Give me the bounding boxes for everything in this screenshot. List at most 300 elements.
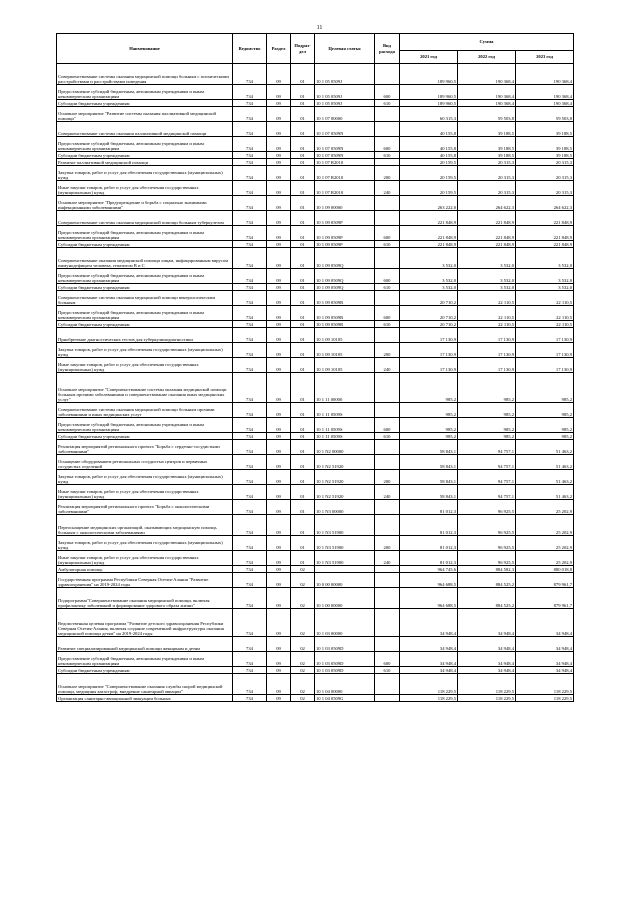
cell-expense-type: 200 — [375, 470, 400, 485]
cell-sum-2022: 221 848,9 — [458, 226, 516, 241]
cell-sum-2023: 34 948,4 — [516, 652, 574, 667]
cell-sum-2022: 94 757,1 — [458, 485, 516, 500]
cell-name: Субсидии бюджетным учреждениям — [57, 241, 233, 248]
cell-section: 09 — [267, 181, 291, 196]
cell-subsection: 02 — [291, 674, 315, 695]
cell-name: Субсидии бюджетным учреждениям — [57, 100, 233, 107]
cell-name: Подпрограмма"Совершенствование оказания медицинской помощи, включая профилактику заболеваний и формирование здорового образа жизни" — [57, 588, 233, 609]
cell-ministry: 734 — [233, 667, 267, 674]
cell-section: 09 — [267, 515, 291, 536]
cell-section: 09 — [267, 609, 291, 637]
cell-sum-2023: 190 368,4 — [516, 100, 574, 107]
cell-sum-2022: 34 948,4 — [458, 667, 516, 674]
cell-subsection: 01 — [291, 551, 315, 566]
cell-name: Основное мероприятие "Развитие системы оказания паллиативной медицинской помощи" — [57, 107, 233, 122]
cell-subsection: 01 — [291, 100, 315, 107]
header-year-2023: 2023 год — [516, 51, 574, 64]
cell-name: Основное мероприятие "Совершенствование системы оказания медицинской помощи больным прочими заболеваниями и совершенствование оказания иных медицинских услуг" — [57, 373, 233, 403]
cell-article: 10 1 09 0509P — [315, 241, 375, 248]
cell-sum-2022: 221 848,9 — [458, 211, 516, 226]
cell-section: 09 — [267, 248, 291, 269]
cell-subsection: 01 — [291, 515, 315, 536]
cell-name: Государственная программа Республики Северная Осетия-Алания "Развитие здравоохранения" на 2019-2024 годы — [57, 573, 233, 588]
cell-sum-2022: 985,2 — [458, 418, 516, 433]
cell-name: Совершенствование системы оказания паллиативной медицинской помощи — [57, 122, 233, 137]
cell-sum-2023: 22 110,5 — [516, 321, 574, 328]
cell-section: 09 — [267, 107, 291, 122]
header-subsection: Подраз-дел — [291, 34, 315, 64]
cell-section: 09 — [267, 269, 291, 284]
cell-article: 10 1 09 00000 — [315, 196, 375, 211]
cell-ministry: 734 — [233, 536, 267, 551]
cell-name: Иные закупки товаров, работ и услуг для обеспечения государственных (муниципальных) нужд — [57, 551, 233, 566]
cell-expense-type: 610 — [375, 152, 400, 159]
cell-subsection: 01 — [291, 358, 315, 373]
cell-section: 09 — [267, 695, 291, 702]
cell-subsection: 01 — [291, 85, 315, 100]
cell-expense-type: 610 — [375, 100, 400, 107]
cell-expense-type — [375, 196, 400, 211]
cell-expense-type: 610 — [375, 321, 400, 328]
table-row — [57, 100, 574, 107]
cell-name: Развитие паллиативной медицинской помощи — [57, 159, 233, 166]
cell-sum-2022: 264 622,3 — [458, 196, 516, 211]
table-row — [57, 609, 574, 637]
cell-sum-2021: 221 848,9 — [400, 226, 458, 241]
cell-subsection: 01 — [291, 433, 315, 440]
cell-article: 10 1 N3 51900 — [315, 551, 375, 566]
cell-name: Предоставление субсидий бюджетным, автономным учреждениям и иным некоммерческим организациям — [57, 137, 233, 152]
cell-ministry: 734 — [233, 328, 267, 343]
cell-ministry: 734 — [233, 485, 267, 500]
table-row — [57, 328, 574, 343]
cell-subsection: 01 — [291, 241, 315, 248]
cell-sum-2023: 51 463,2 — [516, 440, 574, 455]
cell-sum-2023: 985,2 — [516, 433, 574, 440]
cell-sum-2023: 221 848,9 — [516, 241, 574, 248]
cell-name: Закупка товаров, работ и услуг для обеспечения государственных (муниципальных) нужд — [57, 166, 233, 181]
cell-name: Субсидии бюджетным учреждениям — [57, 321, 233, 328]
cell-subsection: 02 — [291, 609, 315, 637]
cell-section: 09 — [267, 137, 291, 152]
cell-sum-2022: 3 532,0 — [458, 269, 516, 284]
cell-sum-2022: 118 229,5 — [458, 674, 516, 695]
table-row — [57, 403, 574, 418]
cell-sum-2022: 96 925,5 — [458, 515, 516, 536]
cell-expense-type: 200 — [375, 166, 400, 181]
budget-table — [56, 33, 574, 702]
cell-expense-type: 610 — [375, 433, 400, 440]
table-row — [57, 358, 574, 373]
table-row — [57, 485, 574, 500]
cell-name: Субсидии бюджетным учреждениям — [57, 284, 233, 291]
cell-expense-type: 600 — [375, 226, 400, 241]
cell-sum-2021: 985,2 — [400, 418, 458, 433]
cell-ministry: 734 — [233, 248, 267, 269]
cell-expense-type — [375, 674, 400, 695]
cell-section: 09 — [267, 122, 291, 137]
table-row — [57, 674, 574, 695]
cell-section: 09 — [267, 674, 291, 695]
table-row — [57, 306, 574, 321]
cell-expense-type — [375, 573, 400, 588]
cell-section: 09 — [267, 291, 291, 306]
cell-name: Амбулаторная помощь — [57, 566, 233, 573]
cell-sum-2023: 985,2 — [516, 373, 574, 403]
cell-subsection: 01 — [291, 440, 315, 455]
cell-sum-2023: 34 948,4 — [516, 609, 574, 637]
table-row — [57, 566, 574, 573]
table-row — [57, 85, 574, 100]
cell-ministry: 734 — [233, 306, 267, 321]
cell-sum-2022: 985,2 — [458, 433, 516, 440]
table-row — [57, 166, 574, 181]
cell-sum-2021: 58 843,1 — [400, 440, 458, 455]
table-row — [57, 159, 574, 166]
cell-sum-2021: 34 948,4 — [400, 609, 458, 637]
cell-sum-2022: 94 757,1 — [458, 470, 516, 485]
cell-sum-2021: 40 155,8 — [400, 122, 458, 137]
table-row — [57, 470, 574, 485]
cell-section: 09 — [267, 343, 291, 358]
cell-sum-2021: 189 960,5 — [400, 64, 458, 85]
cell-article: 10 1 N2 51920 — [315, 455, 375, 470]
cell-subsection: 01 — [291, 196, 315, 211]
cell-name: Совершенствование системы оказания медицинской помощи больным с психическими расстройствами и расстройствами поведения — [57, 64, 233, 85]
cell-section: 09 — [267, 455, 291, 470]
cell-sum-2021: 81 012,3 — [400, 515, 458, 536]
cell-sum-2021: 3 532,0 — [400, 284, 458, 291]
cell-sum-2023: 34 948,4 — [516, 637, 574, 652]
cell-subsection: 01 — [291, 291, 315, 306]
cell-name: Предоставление субсидий бюджетным, автономным учреждениям и иным некоммерческим организациям — [57, 269, 233, 284]
table-body — [57, 64, 574, 702]
cell-section: 09 — [267, 652, 291, 667]
header-section: Раздел — [267, 34, 291, 64]
cell-sum-2022: 17 130,9 — [458, 328, 516, 343]
cell-ministry: 734 — [233, 566, 267, 573]
cell-expense-type — [375, 373, 400, 403]
cell-ministry: 734 — [233, 515, 267, 536]
cell-sum-2021: 34 948,4 — [400, 637, 458, 652]
cell-sum-2022: 3 532,0 — [458, 248, 516, 269]
table-row — [57, 455, 574, 470]
table-row — [57, 652, 574, 667]
cell-expense-type: 600 — [375, 137, 400, 152]
cell-ministry: 734 — [233, 433, 267, 440]
cell-article: 10 1 03 00000 — [315, 609, 375, 637]
cell-sum-2023: 221 848,9 — [516, 211, 574, 226]
cell-name: Иные закупки товаров, работ и услуг для обеспечения государственных (муниципальных) нужд — [57, 181, 233, 196]
cell-expense-type: 610 — [375, 241, 400, 248]
cell-name: Развитие специализированной медицинской помощи женщинам и детям — [57, 637, 233, 652]
cell-article: 10 1 09 0509Q — [315, 269, 375, 284]
cell-ministry: 734 — [233, 211, 267, 226]
cell-sum-2021: 20 710,2 — [400, 306, 458, 321]
table-row — [57, 515, 574, 536]
cell-ministry: 734 — [233, 291, 267, 306]
cell-article: 10 1 03 0509D — [315, 652, 375, 667]
cell-sum-2022: 190 368,4 — [458, 64, 516, 85]
cell-sum-2021: 263 222,0 — [400, 196, 458, 211]
table-row — [57, 343, 574, 358]
cell-sum-2022: 39 188,5 — [458, 122, 516, 137]
cell-sum-2023: 985,2 — [516, 418, 574, 433]
cell-ministry: 734 — [233, 674, 267, 695]
cell-sum-2023: 25 202,9 — [516, 515, 574, 536]
cell-section: 09 — [267, 566, 291, 573]
cell-section: 09 — [267, 418, 291, 433]
cell-article: 10 1 N2 51920 — [315, 485, 375, 500]
table-row — [57, 637, 574, 652]
cell-sum-2022: 985,2 — [458, 373, 516, 403]
cell-name: Реализация мероприятий регионального проекта "Борьба с онкологическими заболеваниями" — [57, 500, 233, 515]
cell-sum-2022: 39 188,5 — [458, 137, 516, 152]
cell-sum-2021: 964 745,6 — [400, 566, 458, 573]
table-row — [57, 181, 574, 196]
cell-name: Предоставление субсидий бюджетным, автономным учреждениям и иным некоммерческим организациям — [57, 418, 233, 433]
cell-name: Закупка товаров, работ и услуг для обеспечения государственных (муниципальных) нужд — [57, 470, 233, 485]
cell-name: Основное мероприятие "Предупреждение и борьба с социально значимыми инфекционными заболеваниями" — [57, 196, 233, 211]
cell-section: 09 — [267, 667, 291, 674]
cell-expense-type — [375, 455, 400, 470]
cell-sum-2021: 17 130,9 — [400, 358, 458, 373]
cell-subsection: 01 — [291, 306, 315, 321]
table-row — [57, 269, 574, 284]
cell-name: Предоставление субсидий бюджетным, автономным учреждениям и иным некоммерческим организациям — [57, 306, 233, 321]
table-row — [57, 500, 574, 515]
cell-sum-2022: 884 525,2 — [458, 573, 516, 588]
cell-subsection: 02 — [291, 588, 315, 609]
cell-expense-type — [375, 291, 400, 306]
cell-section: 09 — [267, 440, 291, 455]
cell-ministry: 734 — [233, 137, 267, 152]
cell-expense-type — [375, 637, 400, 652]
cell-name: Совершенствование оказания медицинской помощи лицам, инфицированным вирусом иммунодефицита человека, гепатитом В и С — [57, 248, 233, 269]
cell-expense-type — [375, 211, 400, 226]
cell-article: 10 1 07 0509N — [315, 137, 375, 152]
cell-subsection: 01 — [291, 122, 315, 137]
cell-sum-2023: 118 229,5 — [516, 695, 574, 702]
cell-ministry: 734 — [233, 609, 267, 637]
cell-ministry: 734 — [233, 152, 267, 159]
cell-sum-2022: 20 315,3 — [458, 166, 516, 181]
cell-subsection: 01 — [291, 455, 315, 470]
table-row — [57, 137, 574, 152]
cell-sum-2022: 190 368,4 — [458, 100, 516, 107]
cell-subsection: 02 — [291, 637, 315, 652]
cell-expense-type — [375, 440, 400, 455]
cell-subsection: 01 — [291, 536, 315, 551]
cell-expense-type: 600 — [375, 652, 400, 667]
cell-section: 09 — [267, 226, 291, 241]
cell-name: Оснащение оборудованием региональных сосудистых центров и первичных сосудистых отделений — [57, 455, 233, 470]
cell-subsection: 01 — [291, 470, 315, 485]
cell-name: Предоставление субсидий бюджетным, автономным учреждениям и иным некоммерческим организациям — [57, 226, 233, 241]
cell-expense-type — [375, 695, 400, 702]
cell-sum-2021: 58 843,1 — [400, 470, 458, 485]
cell-name: Переоснащение медицинских организаций, оказывающих медицинскую помощь больным с онкологическими заболеваниями — [57, 515, 233, 536]
cell-sum-2022: 17 130,9 — [458, 358, 516, 373]
cell-article: 10 1 09 10105 — [315, 358, 375, 373]
cell-expense-type: 610 — [375, 284, 400, 291]
cell-article: 10 1 09 0509R — [315, 321, 375, 328]
cell-ministry: 734 — [233, 373, 267, 403]
cell-section: 09 — [267, 403, 291, 418]
cell-ministry: 734 — [233, 122, 267, 137]
cell-subsection: 01 — [291, 181, 315, 196]
cell-ministry: 734 — [233, 85, 267, 100]
cell-sum-2021: 81 012,3 — [400, 500, 458, 515]
cell-expense-type — [375, 64, 400, 85]
cell-subsection: 01 — [291, 500, 315, 515]
table-row — [57, 588, 574, 609]
table-row — [57, 373, 574, 403]
cell-expense-type: 610 — [375, 667, 400, 674]
cell-sum-2023: 221 848,9 — [516, 226, 574, 241]
cell-expense-type — [375, 328, 400, 343]
cell-sum-2021: 34 948,4 — [400, 652, 458, 667]
header-ministry: Ведомство — [233, 34, 267, 64]
table-row — [57, 440, 574, 455]
table-row — [57, 122, 574, 137]
cell-section: 09 — [267, 328, 291, 343]
cell-sum-2022: 34 948,4 — [458, 637, 516, 652]
cell-sum-2022: 94 757,1 — [458, 455, 516, 470]
cell-sum-2022: 22 110,5 — [458, 306, 516, 321]
table-row — [57, 536, 574, 551]
cell-article: 10 1 N2 00000 — [315, 440, 375, 455]
cell-section: 09 — [267, 358, 291, 373]
cell-ministry: 734 — [233, 107, 267, 122]
header-article: Целевая статья — [315, 34, 375, 64]
cell-ministry: 734 — [233, 403, 267, 418]
cell-sum-2021: 20 710,2 — [400, 291, 458, 306]
cell-subsection: 02 — [291, 652, 315, 667]
cell-sum-2022: 96 925,5 — [458, 551, 516, 566]
cell-ministry: 734 — [233, 695, 267, 702]
cell-sum-2021: 964 688,5 — [400, 573, 458, 588]
cell-name: Субсидии бюджетным учреждениям — [57, 433, 233, 440]
cell-ministry: 734 — [233, 440, 267, 455]
cell-ministry: 734 — [233, 358, 267, 373]
cell-name: Закупка товаров, работ и услуг для обеспечения государственных (муниципальных) нужд — [57, 343, 233, 358]
cell-sum-2021: 221 848,9 — [400, 241, 458, 248]
cell-expense-type: 240 — [375, 358, 400, 373]
cell-name: Организация санитарно-авиационной эвакуации больных — [57, 695, 233, 702]
cell-sum-2023: 190 368,4 — [516, 85, 574, 100]
cell-article: 10 1 N3 51900 — [315, 515, 375, 536]
cell-sum-2022: 221 848,9 — [458, 241, 516, 248]
cell-sum-2021: 20 159,5 — [400, 166, 458, 181]
cell-name: Иные закупки товаров, работ и услуг для обеспечения государственных (муниципальных) нужд — [57, 358, 233, 373]
cell-sum-2023: 118 229,5 — [516, 674, 574, 695]
cell-expense-type: 240 — [375, 485, 400, 500]
table-row — [57, 152, 574, 159]
cell-article: 10 1 04 00000 — [315, 674, 375, 695]
table-row — [57, 695, 574, 702]
cell-section: 09 — [267, 373, 291, 403]
cell-article: 10 1 09 10105 — [315, 343, 375, 358]
cell-article: 10 1 09 0509Q — [315, 284, 375, 291]
cell-sum-2022: 190 368,4 — [458, 85, 516, 100]
header-expense-type: Вид расхода — [375, 34, 400, 64]
cell-article: 10 1 09 0509R — [315, 306, 375, 321]
cell-sum-2021: 20 159,5 — [400, 181, 458, 196]
cell-article: 10 1 11 0509S — [315, 403, 375, 418]
cell-sum-2023: 39 188,5 — [516, 152, 574, 159]
cell-article: 10 1 11 0509S — [315, 433, 375, 440]
cell-name: Закупка товаров, работ и услуг для обеспечения государственных (муниципальных) нужд — [57, 536, 233, 551]
cell-name: Субсидии бюджетным учреждениям — [57, 152, 233, 159]
cell-section: 09 — [267, 85, 291, 100]
cell-sum-2023: 3 532,0 — [516, 269, 574, 284]
cell-expense-type: 200 — [375, 536, 400, 551]
cell-article: 10 1 N2 51920 — [315, 470, 375, 485]
cell-sum-2023: 264 622,3 — [516, 196, 574, 211]
cell-name: Предоставление субсидий бюджетным, автономным учреждениям и иным некоммерческим организациям — [57, 85, 233, 100]
cell-subsection: 01 — [291, 418, 315, 433]
header-year-2022: 2022 год — [458, 51, 516, 64]
table-row — [57, 64, 574, 85]
cell-section: 09 — [267, 100, 291, 107]
cell-ministry: 734 — [233, 64, 267, 85]
cell-subsection: 01 — [291, 321, 315, 328]
cell-section: 09 — [267, 551, 291, 566]
cell-name: Иные закупки товаров, работ и услуг для обеспечения государственных (муниципальных) нужд — [57, 485, 233, 500]
page-number: 11 — [316, 25, 323, 31]
cell-sum-2022: 22 110,5 — [458, 321, 516, 328]
cell-sum-2023: 880 018,8 — [516, 566, 574, 573]
cell-sum-2023: 25 202,9 — [516, 536, 574, 551]
cell-sum-2022: 884 525,2 — [458, 588, 516, 609]
cell-expense-type: 600 — [375, 306, 400, 321]
cell-subsection: 02 — [291, 695, 315, 702]
cell-section: 09 — [267, 211, 291, 226]
cell-sum-2023: 20 315,3 — [516, 181, 574, 196]
cell-section: 09 — [267, 159, 291, 166]
cell-section: 09 — [267, 485, 291, 500]
cell-expense-type — [375, 122, 400, 137]
cell-article: 10 1 N3 00000 — [315, 500, 375, 515]
cell-section: 09 — [267, 500, 291, 515]
cell-article: 10 1 09 0509R — [315, 291, 375, 306]
cell-ministry: 734 — [233, 455, 267, 470]
cell-section: 09 — [267, 470, 291, 485]
cell-article: 10 1 07 R2010 — [315, 181, 375, 196]
cell-sum-2023: 34 948,4 — [516, 667, 574, 674]
cell-sum-2021: 17 130,9 — [400, 343, 458, 358]
cell-article: 10 1 05 0509J — [315, 100, 375, 107]
cell-ministry: 734 — [233, 551, 267, 566]
cell-sum-2023: 22 110,5 — [516, 291, 574, 306]
cell-sum-2022: 94 757,1 — [458, 440, 516, 455]
cell-ministry: 734 — [233, 269, 267, 284]
cell-subsection: 01 — [291, 248, 315, 269]
cell-expense-type: 200 — [375, 343, 400, 358]
cell-ministry: 734 — [233, 470, 267, 485]
cell-expense-type — [375, 515, 400, 536]
cell-expense-type — [375, 609, 400, 637]
cell-expense-type: 240 — [375, 181, 400, 196]
cell-ministry: 734 — [233, 321, 267, 328]
cell-article: 10 1 05 0509J — [315, 85, 375, 100]
cell-sum-2023: 879 961,7 — [516, 588, 574, 609]
cell-sum-2022: 96 925,5 — [458, 500, 516, 515]
cell-sum-2023: 17 130,9 — [516, 343, 574, 358]
cell-article — [315, 566, 375, 573]
cell-sum-2022: 985,2 — [458, 403, 516, 418]
